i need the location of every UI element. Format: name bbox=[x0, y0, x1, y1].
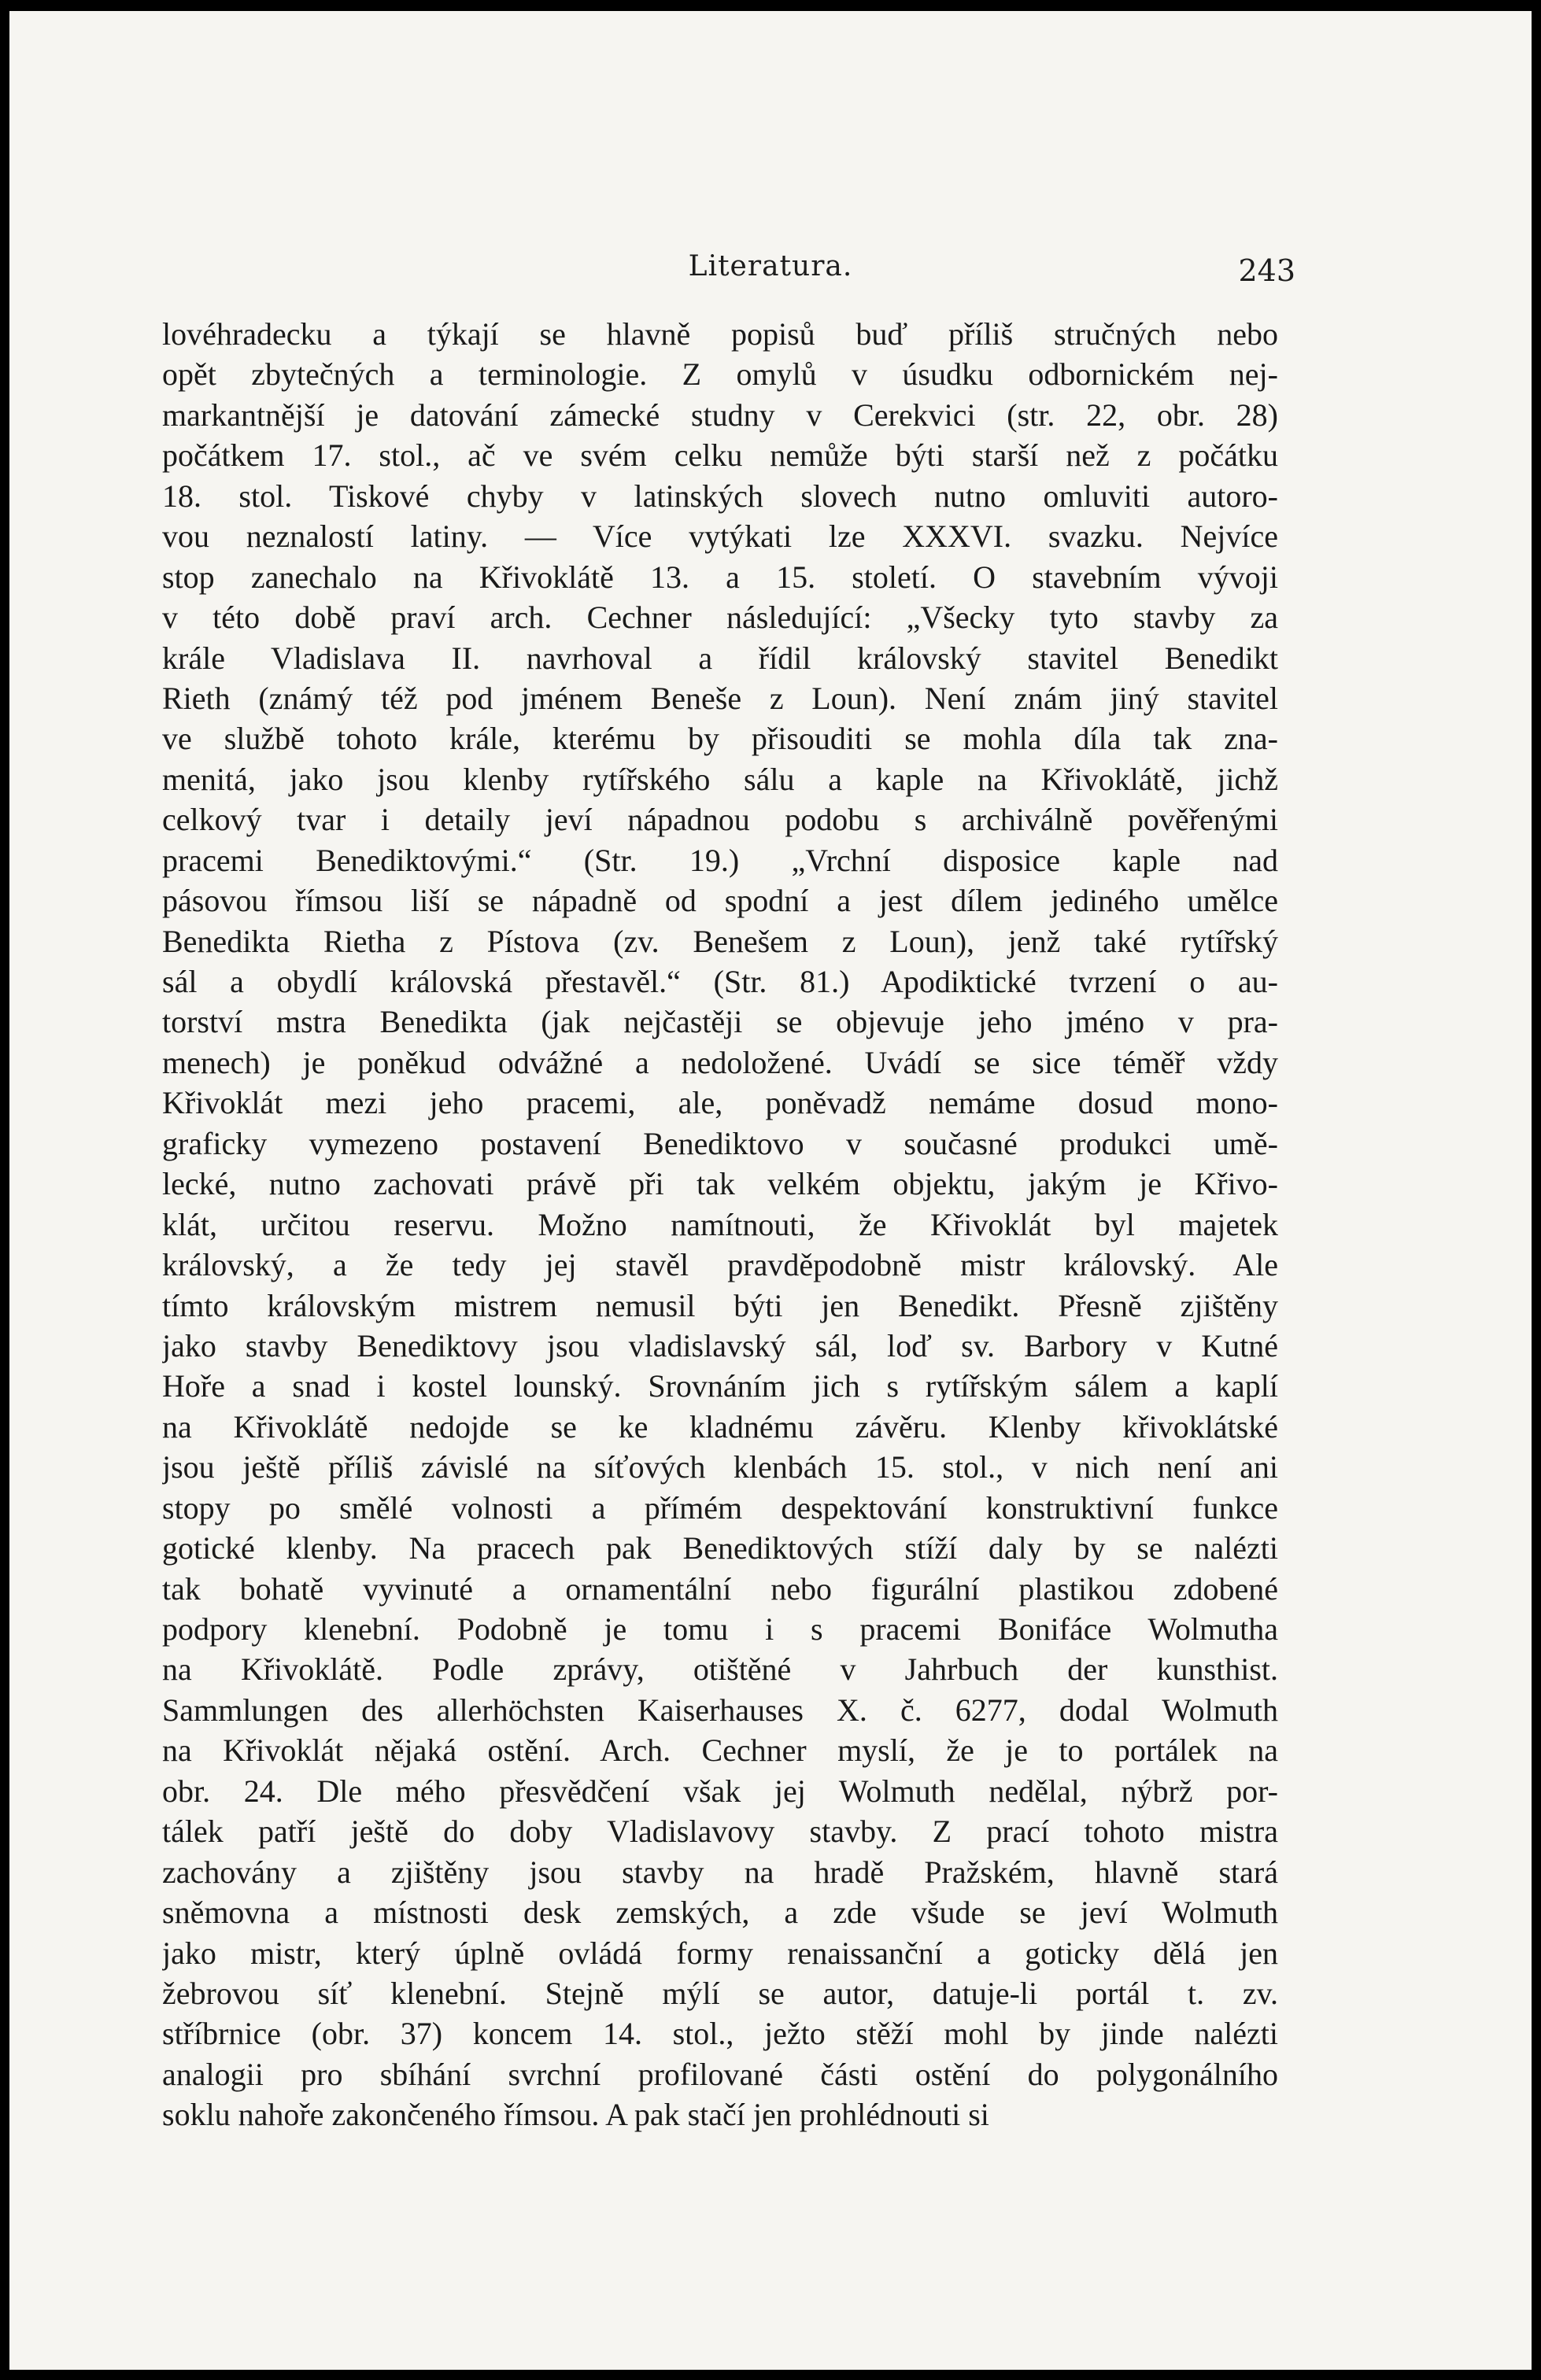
text-line: stop zanechalo na Křivoklátě 13. a 15. století. O stavebním vývoji bbox=[162, 559, 1278, 595]
text-line: Rieth (známý též pod jménem Beneše z Loun). Není znám jiný stavitel bbox=[162, 680, 1278, 716]
text-line: lecké, nutno zachovati právě při tak velkém objektu, jakým je Křivo- bbox=[162, 1166, 1278, 1202]
text-line: tímto královským mistrem nemusil býti jen Benedikt. Přesně zjištěny bbox=[162, 1287, 1278, 1323]
text-line: počátkem 17. stol., ač ve svém celku nemůže býti starší než z počátku bbox=[162, 437, 1278, 474]
text-line: žebrovou síť klenební. Stejně mýlí se autor, datuje-li portál t. zv. bbox=[162, 1975, 1278, 2011]
book-page bbox=[9, 11, 1532, 2370]
text-line: jako mistr, který úplně ovládá formy renaissanční a goticky dělá jen bbox=[162, 1935, 1278, 1971]
text-line: ve službě tohoto krále, kterému by přisouditi se mohla díla tak zna- bbox=[162, 721, 1278, 757]
text-line: gotické klenby. Na pracech pak Benediktových stíží daly by se nalézti bbox=[162, 1530, 1278, 1566]
text-line: královský, a že tedy jej stavěl pravděpodobně mistr královský. Ale bbox=[162, 1247, 1278, 1283]
text-line: v této době praví arch. Cechner následující: „Všecky tyto stavby za bbox=[162, 600, 1278, 636]
text-line: 18. stol. Tiskové chyby v latinských slovech nutno omluviti autoro- bbox=[162, 478, 1278, 514]
text-line: vou neznalostí latiny. — Více vytýkati lze XXXVI. svazku. Nejvíce bbox=[162, 518, 1278, 555]
text-line: Benedikta Rietha z Pístova (zv. Benešem z Loun), jenž také rytířský bbox=[162, 923, 1278, 959]
body-text bbox=[162, 314, 1278, 2135]
text-line: sněmovna a místnosti desk zemských, a zde všude se jeví Wolmuth bbox=[162, 1895, 1278, 1931]
page-header bbox=[9, 245, 1532, 293]
text-line: obr. 24. Dle mého přesvědčení však jej Wolmuth nedělal, nýbrž por- bbox=[162, 1773, 1278, 1809]
text-line: stopy po smělé volnosti a přímém despektování konstruktivní funkce bbox=[162, 1489, 1278, 1526]
text-line: tálek patří ještě do doby Vladislavovy stavby. Z prací tohoto mistra bbox=[162, 1814, 1278, 1850]
text-line: torství mstra Benedikta (jak nejčastěji se objevuje jeho jméno v pra- bbox=[162, 1004, 1278, 1040]
text-line: na Křivoklát nějaká ostění. Arch. Cechner myslí, že je to portálek na bbox=[162, 1732, 1278, 1769]
text-line: graficky vymezeno postavení Benediktovo v současné produkci umě- bbox=[162, 1125, 1278, 1161]
text-line: pracemi Benediktovými.“ (Str. 19.) „Vrchní disposice kaple nad bbox=[162, 842, 1278, 878]
text-line: krále Vladislava II. navrhoval a řídil královský stavitel Benedikt bbox=[162, 640, 1278, 676]
text-line: na Křivoklátě. Podle zprávy, otištěné v Jahrbuch der kunsthist. bbox=[162, 1651, 1278, 1688]
text-line: menitá, jako jsou klenby rytířského sálu a kaple na Křivoklátě, jichž bbox=[162, 761, 1278, 797]
text-line: soklu nahoře zakončeného římsou. A pak stačí jen prohlédnouti si bbox=[162, 2097, 989, 2133]
text-line: opět zbytečných a terminologie. Z omylů v úsudku odbornickém nej- bbox=[162, 356, 1278, 393]
text-line: Křivoklát mezi jeho pracemi, ale, poněvadž nemáme dosud mono- bbox=[162, 1085, 1278, 1121]
text-line: sál a obydlí královská přestavěl.“ (Str. 81.) Apodiktické tvrzení o au- bbox=[162, 964, 1278, 999]
page-number: 243 bbox=[1238, 253, 1295, 288]
text-line: tak bohatě vyvinuté a ornamentální nebo figurální plastikou zdobené bbox=[162, 1570, 1278, 1607]
text-line: jako stavby Benediktovy jsou vladislavský sál, loď sv. Barbory v Kutné bbox=[162, 1327, 1278, 1363]
text-line: celkový tvar i detaily jeví nápadnou podobu s archiválně pověřenými bbox=[162, 802, 1278, 838]
text-line: podpory klenební. Podobně je tomu i s pracemi Bonifáce Wolmutha bbox=[162, 1611, 1278, 1647]
text-line: zachovány a zjištěny jsou stavby na hradě Pražském, hlavně stará bbox=[162, 1854, 1278, 1890]
text-line: lovéhradecku a týkají se hlavně popisů buď příliš stručných nebo bbox=[162, 316, 1278, 352]
text-line: stříbrnice (obr. 37) koncem 14. stol., ježto stěží mohl by jinde nalézti bbox=[162, 2016, 1278, 2052]
text-line: Sammlungen des allerhöchsten Kaiserhauses X. č. 6277, dodal Wolmuth bbox=[162, 1692, 1278, 1728]
text-line: markantnější je datování zámecké studny v Cerekvici (str. 22, obr. 28) bbox=[162, 397, 1278, 433]
text-line: jsou ještě příliš závislé na síťových klenbách 15. stol., v nich není ani bbox=[162, 1449, 1278, 1485]
text-line: klát, určitou reservu. Možno namítnouti, že Křivoklát byl majetek bbox=[162, 1206, 1278, 1242]
text-line: na Křivoklátě nedojde se ke kladnému závěru. Klenby křivoklátské bbox=[162, 1408, 1278, 1445]
text-line: Hoře a snad i kostel lounský. Srovnáním jich s rytířským sálem a kaplí bbox=[162, 1368, 1278, 1404]
text-line: pásovou římsou liší se nápadně od spodní a jest dílem jediného umělce bbox=[162, 883, 1278, 919]
running-title: Literatura. bbox=[688, 250, 853, 282]
text-line: menech) je poněkud odvážné a nedoložené. Uvádí se sice téměř vždy bbox=[162, 1044, 1278, 1080]
text-line: analogii pro sbíhání svrchní profilované části ostění do polygonálního bbox=[162, 2056, 1278, 2092]
